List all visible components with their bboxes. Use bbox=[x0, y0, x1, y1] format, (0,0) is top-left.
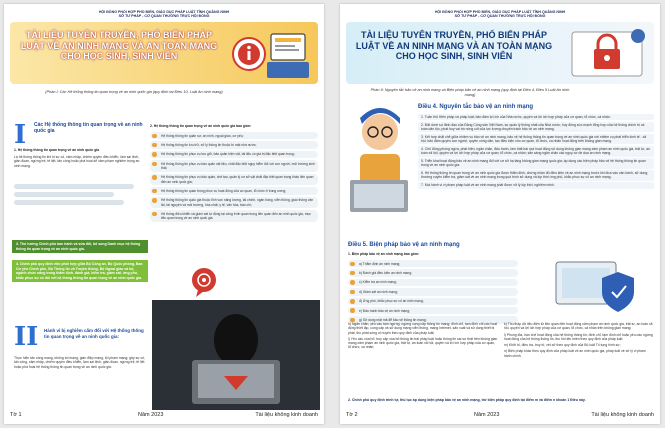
list-item-text: 1. Tuân thủ Hiến pháp và pháp luật; bảo đảm lợi ích của Nhà nước, quyền và lợi ích hợp pháp của cơ quan, tổ chức, cá nhân. bbox=[421, 115, 611, 119]
section-1-title: Các Hệ thống thông tin quan trọng về an ninh quốc gia bbox=[34, 122, 143, 134]
bullet-dot-icon bbox=[350, 262, 355, 267]
alert-bubble-icon bbox=[184, 266, 224, 298]
list-item bbox=[504, 322, 654, 331]
bullet-dot-icon bbox=[152, 143, 157, 148]
list-item-text: 5. Triển khai hoạt động bảo vệ an ninh mạng đối với cơ sở hạ tầng không gian mạng quốc gia; áp dụng các biện pháp bảo vệ hệ thống thông tin quan trọng về an ninh quốc gia. bbox=[421, 159, 646, 168]
list-item-text: g) Sử dụng mật mã để bảo vệ thông tin mạng; bbox=[359, 317, 427, 322]
footer-year: Năm 2023 bbox=[474, 412, 500, 418]
list-item bbox=[348, 307, 518, 314]
list-item-text: k) Thu thập dữ liệu điện tử liên quan đến hoạt động xâm phạm an ninh quốc gia, trật tự, an toàn xã hội, quyền và lợi ích hợp pháp của cơ quan, tổ chức, cá nhân trên không gian mạng; bbox=[504, 322, 653, 331]
section-2-list bbox=[150, 132, 318, 224]
list-item bbox=[418, 158, 654, 169]
list-item-text: i) Yêu cầu xóa bỏ, truy cập xóa bỏ thông tin trái pháp luật hoặc thông tin sai sự thật trên không gian mạng xâm phạm an ninh quốc gia, trật tự, an toàn xã hội, quyền và lợi ích hợp pháp của cơ quan, tổ chức, cá nhân; bbox=[348, 336, 498, 350]
list-item-text: Hệ thống thông tin quan trọng phục vụ hoạt động của cơ quan, tổ chức ở trung ương; bbox=[161, 188, 287, 193]
privacy-shield-icon bbox=[552, 254, 642, 318]
page-header: HỘI ĐỒNG PHỐI HỢP PHỔ BIẾN, GIÁO DỤC PHÁP LUẬT TỈNH QUẢNG NINH SỞ TƯ PHÁP - CƠ QUAN THƯỜNG TRỰC HỘI ĐỒNG bbox=[98, 10, 230, 19]
list-item bbox=[150, 197, 318, 209]
section-numeral: I bbox=[14, 120, 27, 150]
list-item bbox=[150, 160, 318, 172]
bullet-dot-icon bbox=[350, 299, 355, 304]
green-note-box-1: 3. Thủ tướng Chính phủ ban hành và sửa đổi, bổ sung Danh mục hệ thống thông tin quan trọng về an ninh quốc gia. bbox=[12, 240, 148, 253]
list-item-text: b) Đánh giá điều kiện an ninh mạng; bbox=[359, 270, 412, 275]
leaflet-page-2 bbox=[340, 4, 660, 424]
list-item-text: Hệ thống thông tin phục vụ bảo quản vật liệu, chất đặc biệt nguy hiểm đối với con người, môi trường sinh thái; bbox=[161, 161, 315, 170]
list-item bbox=[348, 279, 518, 286]
list-item bbox=[348, 260, 518, 267]
list-item-text: Hệ thống thông tin lưu trữ, xử lý thông tin thuộc bí mật nhà nước; bbox=[161, 142, 257, 147]
list-item bbox=[150, 132, 318, 139]
article-5-final-note: 2. Chính phủ quy định trình tự, thủ tục áp dụng biện pháp bảo vệ an ninh mạng, trừ biện pháp quy định tại điểm m và điểm n khoản 1 Điều này. bbox=[348, 398, 586, 402]
page-header: HỘI ĐỒNG PHỐI HỢP PHỔ BIẾN, GIÁO DỤC PHÁP LUẬT TỈNH QUẢNG NINH SỞ TƯ PHÁP - CƠ QUAN THƯỜNG TRỰC HỘI ĐỒNG bbox=[434, 10, 566, 19]
bullet-dot-icon bbox=[152, 152, 157, 157]
article-5-column-1 bbox=[348, 322, 498, 352]
list-item-text: e) Đấu tranh bảo vệ an ninh mạng; bbox=[359, 308, 410, 313]
list-item-text: d) Giám sát an ninh mạng; bbox=[359, 289, 398, 294]
page-footer bbox=[346, 412, 654, 420]
list-item-text: Hệ thống thông tin quốc gia thuộc lĩnh vực năng lượng, tài chính, ngân hàng, viễn thông, giao thông vận tải, tài nguyên và môi trường, hóa chất, y tế, văn hóa, báo chí; bbox=[161, 198, 314, 207]
article-5-heading: 1. Biện pháp bảo vệ an ninh mạng bao gồm: bbox=[348, 252, 420, 256]
article-4-title: Điều 4. Nguyên tắc bảo vệ an ninh mạng bbox=[418, 104, 534, 110]
list-item bbox=[150, 151, 318, 158]
student-laptop-icon bbox=[346, 102, 416, 242]
list-item-text: 4. Chủ động phòng ngừa, phát hiện, ngăn chặn, đấu tranh, làm thất bại mọi hoạt động sử dụng không gian mạng xâm phạm an ninh quốc gia, trật tự, an toàn xã hội, quyền và lợi ích hợp pháp của cơ quan, tổ chức, cá nhân; sẵn sàng ngăn chặn các nguy cơ đe dọa an ninh mạng. bbox=[421, 146, 650, 156]
sheet-number: Tờ 1 bbox=[10, 412, 22, 418]
bullet-dot-icon bbox=[152, 189, 157, 194]
list-item-text: l) Phong tỏa, hạn chế hoạt động của hệ thống thông tin; đình chỉ, tạm đình chỉ hoặc yêu cầu ngừng hoạt động của hệ thống thông tin, thu hồi tên miền theo quy định của pháp luật; bbox=[504, 332, 653, 341]
document-subtitle: Phần II: Nguyên tắc bảo vệ an ninh mạng và Biện pháp bảo vệ an ninh mạng (quy định tại Điều 4, Điều 5 Luật An ninh mạng) bbox=[370, 88, 570, 97]
footer-note: Tài liệu không kinh doanh bbox=[591, 412, 654, 418]
list-item bbox=[348, 288, 518, 295]
list-item bbox=[418, 114, 654, 120]
list-item bbox=[348, 269, 518, 276]
list-item bbox=[348, 322, 498, 335]
list-item bbox=[504, 333, 654, 342]
hacker-illustration bbox=[14, 180, 144, 240]
section-1-body: Là hệ thống thông tin khi bị sự cố, xâm nhập, chiếm quyền điều khiển, làm sai lệch, gián đoạn, ngừng trệ, tê liệt, tấn công hoặc phá hoại sẽ xâm phạm nghiêm trọng an ninh mạng. bbox=[14, 155, 140, 168]
bullet-dot-icon bbox=[152, 162, 157, 167]
section-3-title: Hành vi bị nghiêm cấm đối với Hệ thống thông tin quan trọng về an ninh quốc gia: bbox=[44, 328, 144, 339]
list-item-text: Hệ thống điều khiển và giám sát tự động tại công trình quan trọng liên quan đến an ninh quốc gia, mục tiêu quan trọng về an ninh quốc gia. bbox=[161, 211, 311, 221]
article-5-title: Điều 5. Biện pháp bảo vệ an ninh mạng bbox=[348, 242, 460, 248]
list-item-text: Hệ thống thông tin quân sự, an ninh, ngoại giao, cơ yếu; bbox=[161, 133, 244, 138]
list-item-text: a) Thẩm định an ninh mạng; bbox=[359, 261, 401, 266]
padlock-icon bbox=[562, 24, 650, 82]
list-item-text: Hệ thống thông tin phục vụ bảo quản, chế tạo, quản lý cơ sở vật chất đặc biệt quan trọng khác liên quan đến an ninh quốc gia; bbox=[161, 175, 314, 184]
list-item bbox=[348, 298, 518, 305]
list-item bbox=[504, 343, 654, 347]
bullet-dot-icon bbox=[350, 271, 355, 276]
section-2-heading: 2. Hệ thống thông tin quan trọng về an ninh quốc gia bao gồm: bbox=[150, 124, 252, 128]
section-numeral-2: II bbox=[14, 322, 39, 352]
list-item-text: m) Khởi tố, điều tra, truy tố, xét xử theo quy định của Bộ luật Tố tụng hình sự; bbox=[504, 343, 621, 348]
bullet-dot-icon bbox=[152, 175, 157, 180]
green-note-box-2: 4. Chính phủ quy định việc phối hợp giữa Bộ Công an, Bộ Quốc phòng, Ban Cơ yếu Chính phủ, Bộ Thông tin và Truyền thông, Bộ Ngoại giao và bộ, ngành chức năng trong thẩm định, đánh giá, kiểm tra, giám sát, ứng phó, khắc phục sự cố đối với hệ thống thông tin quan trọng về an ninh quốc gia. bbox=[12, 260, 148, 282]
list-item bbox=[150, 174, 318, 186]
list-item-text: đ) Ứng phó, khắc phục sự cố an ninh mạng; bbox=[359, 299, 424, 304]
list-item bbox=[418, 134, 654, 145]
list-item bbox=[418, 182, 654, 188]
list-item bbox=[150, 141, 318, 148]
document-subtitle: (Phần I: Các Hệ thống thông tin quan trọng về an ninh quốc gia (quy định tại Điều 10, Luật An ninh mạng) bbox=[45, 90, 223, 94]
article-5-column-2 bbox=[504, 322, 654, 360]
list-item-text: c) Kiểm tra an ninh mạng; bbox=[359, 280, 397, 285]
list-item-text: h) Ngăn chặn, yêu cầu tạm ngừng, ngừng cung cấp thông tin mạng; đình chỉ, tạm đình chỉ các hoạt động thiết lập, cung cấp và sử dụng mạng viễn thông, mạng Internet, sản xuất và sử dụng thiết bị phát, thu phát sóng vô tuyến theo quy định của pháp luật; bbox=[348, 322, 498, 335]
footer-note: Tài liệu không kinh doanh bbox=[255, 412, 318, 418]
list-item-text: 6. Hệ thống thông tin quan trọng về an ninh quốc gia được thẩm định, chứng nhận đủ điều kiện về an ninh mạng trước khi đưa vào vận hành, sử dụng; thường xuyên kiểm tra, giám sát về an ninh mạng trong quá trình sử dụng và kịp thời ứng phó, khắc phục sự cố an ninh mạng. bbox=[421, 171, 649, 180]
list-item bbox=[418, 170, 654, 181]
list-item-text: 2. Đặt dưới sự lãnh đạo của Đảng Cộng sản Việt Nam, sự quản lý thống nhất của Nhà nước; huy động sức mạnh tổng hợp của hệ thống chính trị và toàn dân tộc; phát huy vai trò nòng cốt của lực lượng chuyên trách bảo vệ an ninh mạng. bbox=[421, 122, 645, 132]
list-item-text: Hệ thống thông tin phục vụ lưu giữ, bảo quản hiện vật, tài liệu có giá trị đặc biệt quan trọng; bbox=[161, 152, 295, 157]
footer-year: Năm 2023 bbox=[138, 412, 164, 418]
document-title: TÀI LIỆU TUYÊN TRUYỀN, PHỔ BIẾN PHÁP LUẬT VỀ AN NINH MẠNG VÀ AN TOÀN MẠNG CHO HỌC SINH, SINH VIÊN bbox=[355, 30, 553, 61]
bullet-dot-icon bbox=[152, 198, 157, 203]
bullet-dot-icon bbox=[350, 280, 355, 285]
bullet-dot-icon bbox=[350, 290, 355, 295]
leaflet-page-1 bbox=[4, 4, 324, 424]
list-item-text: 7. Mọi hành vi vi phạm pháp luật về an ninh mạng phải được xử lý kịp thời, nghiêm minh. bbox=[421, 183, 555, 188]
list-item bbox=[418, 146, 654, 157]
list-item-text: n) Biện pháp khác theo quy định của pháp luật về an ninh quốc gia, pháp luật về xử lý vi phạm hành chính. bbox=[504, 349, 646, 358]
sheet-number: Tờ 2 bbox=[346, 412, 358, 418]
list-item bbox=[150, 210, 318, 222]
page-footer bbox=[10, 412, 318, 420]
laptop-hacker-icon bbox=[152, 300, 320, 410]
alert-info-icon bbox=[229, 24, 309, 82]
bullet-dot-icon bbox=[350, 308, 355, 313]
article-4-list bbox=[418, 114, 654, 190]
list-item-text: 3. Kết hợp chặt chẽ giữa nhiệm vụ bảo vệ an ninh mạng, bảo vệ hệ thống thông tin quan trọng về an ninh quốc gia với nhiệm vụ phát triển kinh tế - xã hội, bảo đảm quyền con người, quyền công dân, tạo điều kiện cho cơ quan, tổ chức, cá nhân hoạt động trên không gian mạng. bbox=[421, 134, 647, 144]
list-item bbox=[418, 122, 654, 133]
section-1-intro: 1. Hệ thống thông tin quan trọng về an ninh quốc gia bbox=[14, 148, 100, 152]
document-title: TÀI LIỆU TUYÊN TRUYỀN, PHỔ BIẾN PHÁP LUẬT VỀ AN NINH MẠNG VÀ AN TOÀN MẠNG CHO HỌC SINH, SINH VIÊN bbox=[20, 30, 218, 61]
article-5-list bbox=[348, 260, 518, 326]
bullet-dot-icon bbox=[152, 134, 157, 139]
bullet-dot-icon bbox=[152, 212, 157, 217]
list-item bbox=[348, 337, 498, 350]
section-3-body: Thực hiện tấn công mạng, khủng bố mạng, gián điệp mạng, tội phạm mạng; gây sự cố, tấn công, xâm nhập, chiếm quyền điều khiển, làm sai lệch, gián đoạn, ngừng trệ, tê liệt hoặc phá hoại hệ thống thông tin quan trọng về an ninh quốc gia. bbox=[14, 356, 146, 369]
list-item bbox=[150, 187, 318, 194]
list-item bbox=[504, 349, 654, 358]
